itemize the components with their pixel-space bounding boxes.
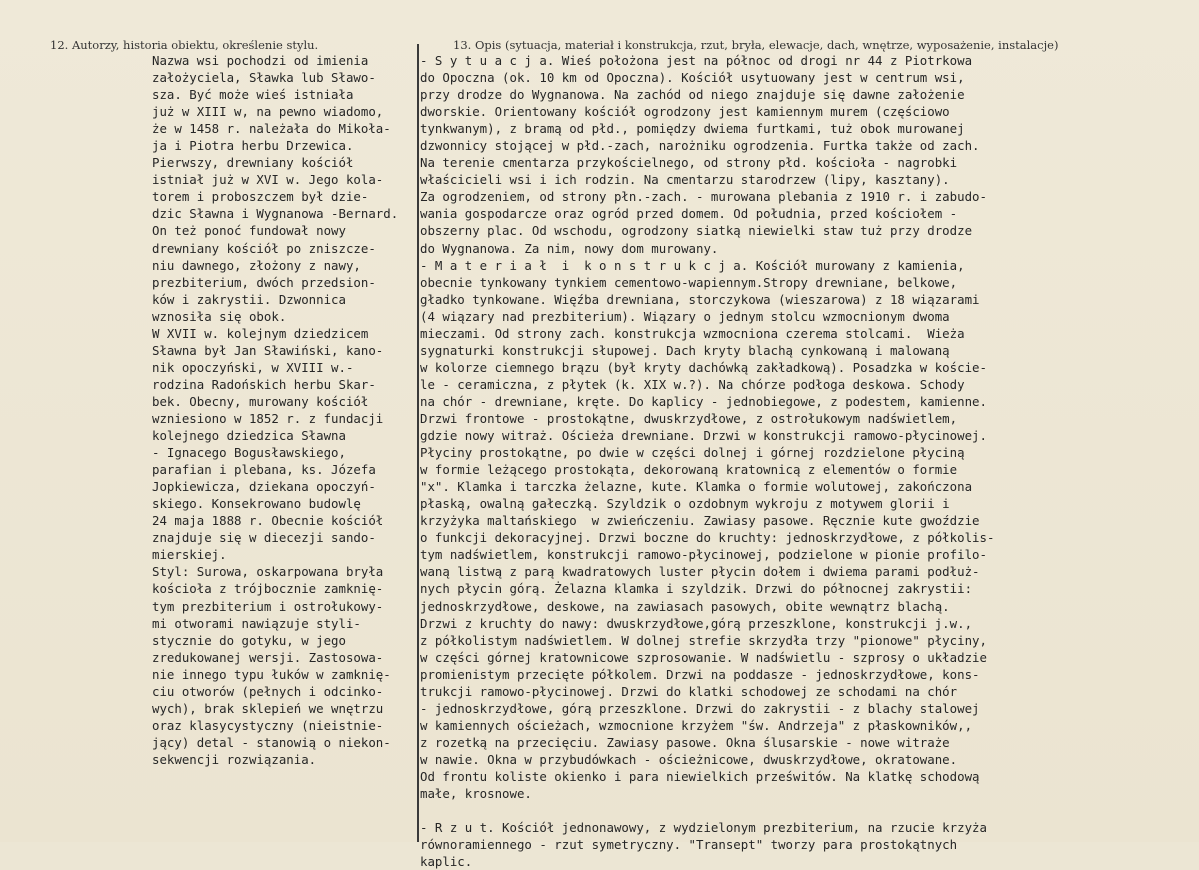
history-text: Nazwa wsi pochodzi od imienia założyciela, Sławka lub Sławo- sza. Być może wieś istniała już w XIII w, na pewno wiadomo, że w 1458 r. należała do Mikoła- ja i Piotra herbu Drzewica. Pierwszy, drewniany kościół istniał już w XVI w. Jego kola- torem i proboszczem był dzie- dzic Sławna i Wygnanowa -Bernard. On też ponoć fundował nowy drewniany kościół po zniszcze- niu dawnego, złożony z nawy, prezbiterium, dwóch przedsion- ków i zakrystii. Dzwonnica wznosiła się obok. W XVII w. kolejnym dziedzicem Sławna był Jan Sławiński, kano- nik opoczyński, w XVIII w.- rodzina Radońskich herbu Skar- bek. Obecny, murowany kościół wzniesiono w 1852 r. z fundacji kolejnego dziedzica Sławna - Ignacego Bogusławskiego, parafian i plebana, ks. Józefa Jopkiewicza, dziekana opoczyń- skiego. Konsekrowano budowlę 24 maja 1888 r. Obecnie kościół znajduje się w diecezji sando- mierskiej. Styl: Surowa, oskarpowana bryła kościoła z trójbocznie zamknię- tym prezbiterium i ostrołukowy- mi otworami nawiązuje styli- stycznie do gotyku, w jego zredukowanej wersji. Zastosowa- nie innego typu łuków w zamknię- ciu otworów (pełnych i odcinko- wych), brak sklepień we wnętrzu oraz klasycystyczny (nieistnie- jący) detal - stanowią o niekon- sekwencji rozwiązania.	[152, 53, 399, 767]
section-12-header: 12. Autorzy, historia obiektu, określenie stylu.	[50, 38, 319, 52]
description-text: - S y t u a c j a. Wieś położona jest na północ od drogi nr 44 z Piotrkowa do Opoczna (ok. 10 km od Opoczna). Kościół usytuowany jest w centrum wsi, przy drodze do Wygnanowa. Na zachód od niego znajduje się dawne założenie dworskie. Orientowany kościół ogrodzony jest kamiennym murem (częściowo tynkwanym), z bramą od płd., pomiędzy dwiema furtkami, tuż obok murowanej dzwonnicy stojącej w płd.-zach, narożniku ogrodzenia. Furtka także od zach. Na terenie cmentarza przykościelnego, od strony płd. kościoła - nagrobki właścicieli wsi i ich rodzin. Na cmentarzu starodrzew (lipy, kasztany). Za ogrodzeniem, od strony płn.-zach. - murowana plebania z 1910 r. i zabudo- wania gospodarcze oraz ogród przed domem. Od południa, przed kościołem - obszerny plac. Od wschodu, ogrodzony siatką niewielki staw tuż przy drodze do Wygnanowa. Za nim, nowy dom murowany. - M a t e r i a ł i k o n s t r u k c j a. Kościół murowany z kamienia, obecnie tynkowany tynkiem cementowo-wapiennym.Stropy drewniane, belkowe, gładko tynkowane. Więźba drewniana, storczykowa (wieszarowa) z 18 wiązarami (4 wiązary nad prezbiterium). Wiązary o jednym stolcu wzmocnionym dwoma mieczami. Od strony zach. konstrukcja wzmocniona czerema stolcami. Wieża sygnaturki konstrukcji słupowej. Dach kryty blachą cynkowaną i malowaną w kolorze ciemnego brązu (był kryty dachówką zakładkową). Posadzka w koście- le - ceramiczna, z płytek (k. XIX w.?). Na chórze podłoga deskowa. Schody na chór - drewniane, kręte. Do kaplicy - jednobiegowe, z podestem, kamienne. Drzwi frontowe - prostokątne, dwuskrzydłowe, z ostrołukowym nadświetlem, gdzie nowy witraż. Ościeża drewniane. Drzwi w konstrukcji ramowo-płycinowej. Płyciny prostokątne, po dwie w części dolnej i górnej rozdzielone płyciną w formie leżącego prostokąta, dekorowaną kratownicą z elementów o formie "x". Klamka i tarczka żelazne, kute. Klamka o formie wolutowej, zakończona płaską, owalną gałeczką. Szyldzik o ozdobnym wykroju z motywem glorii i krzyżyka maltańskiego w zwieńczeniu. Zawiasy pasowe. Ręcznie kute gwoździe o funkcji dekoracyjnej. Drzwi boczne do kruchty: jednoskrzydłowe, z półkolis- tym nadświetlem, konstrukcji ramowo-płycinowej, podzielone w pionie profilo- waną listwą z parą kwadratowych luster płycin dołem i dwiema parami podłuż- nych płycin górą. Żelazna klamka i szyldzik. Drzwi do północnej zakrystii: jednoskrzydłowe, deskowe, na zawiasach pasowych, obite wewnątrz blachą. Drzwi z kruchty do nawy: dwuskrzydłowe,górą przeszklone, konstrukcji j.w., z półkolistym nadświetlem. W dolnej strefie skrzydła trzy "pionowe" płyciny, w części górnej kratownicowe szprosowanie. W nadświetlu - szprosy o układzie promienistym przecięte półkolem. Drzwi na poddasze - jednoskrzydłowe, kons- trukcji ramowo-płycinowej. Drzwi do klatki schodowej ze schodami na chór - jednoskrzydłowe, górą przeszklone. Drzwi do zakrystii - z blachy stalowej w kamiennych ościeżach, wzmocnione krzyżem "św. Andrzeja" z płaskowników,, z rozetką na przecięciu. Zawiasy pasowe. Okna ślusarskie - nowe witraże w nawie. Okna w przybudówkach - ościeżnicowe, dwuskrzydłowe, okratowane. Od frontu koliste okienko i para niewielkich prześwitów. Na klatkę schodową małe, krosnowe. - R z u t. Kościół jednonawowy, z wydzielonym prezbiterium, na rzucie krzyża równoramiennego - rzut symetryczny. "Transept" tworzy para prostokątnych kaplic.	[420, 53, 995, 870]
section-13-header: 13. Opis (sytuacja, materiał i konstrukcja, rzut, bryła, elewacje, dach, wnętrze, wyposażenie, instalacje)	[453, 38, 1059, 52]
column-divider	[417, 44, 419, 842]
